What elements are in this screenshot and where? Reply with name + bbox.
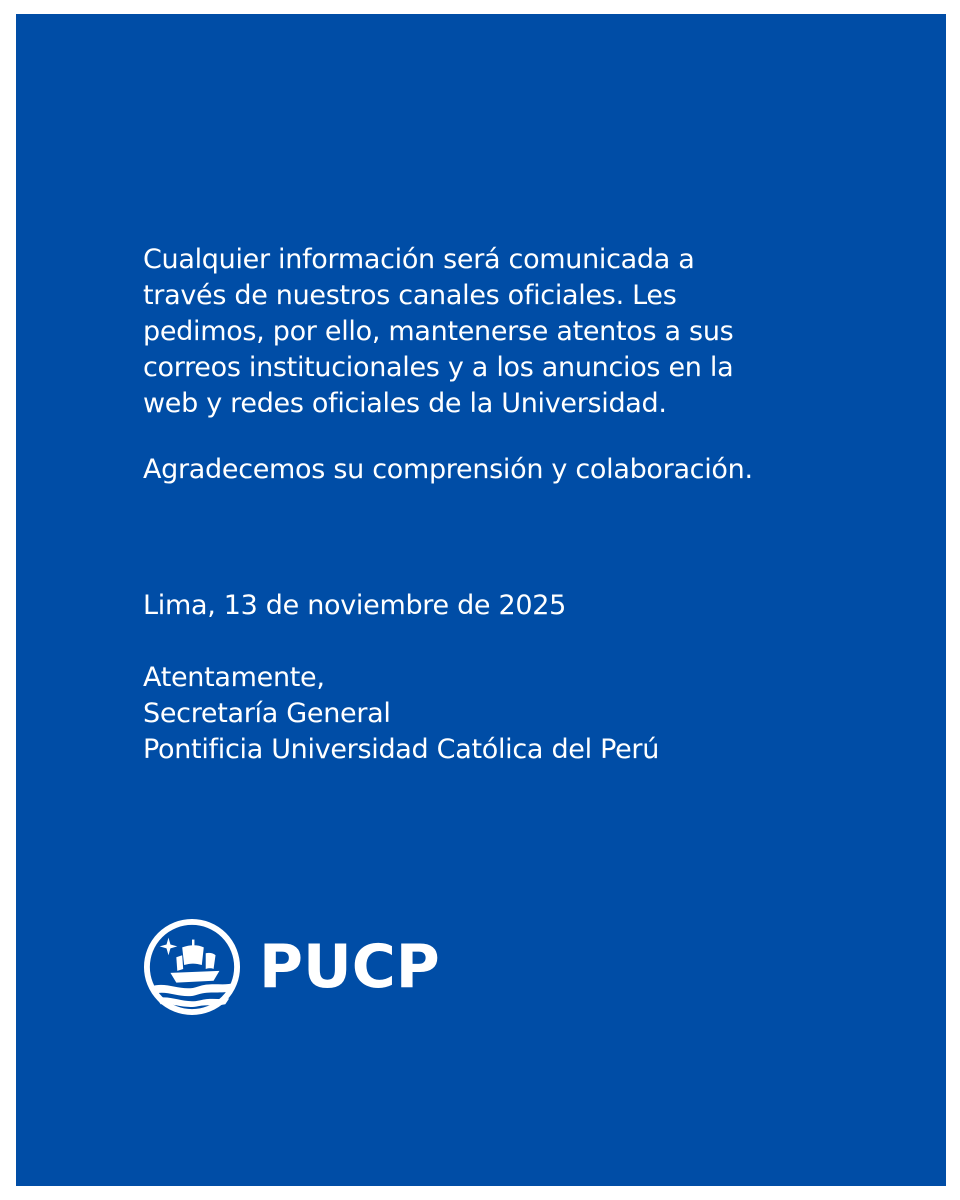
thanks-line [143, 452, 863, 488]
thanks-text: Agradecemos su comprensión y colaboración. [143, 454, 753, 485]
notice-panel [16, 14, 946, 1186]
notice-body-paragraph [143, 242, 863, 422]
date-text: Lima, 13 de noviembre de 2025 [143, 590, 567, 621]
body-line: Cualquier información será comunicada a [143, 244, 695, 275]
pucp-wordmark: PUCP [259, 932, 440, 1002]
signatory-text: Secretaría General [143, 698, 391, 729]
institution-text: Pontificia Universidad Católica del Perú [143, 734, 660, 765]
body-line: través de nuestros canales oficiales. Les [143, 280, 677, 311]
pucp-logo [143, 912, 440, 1022]
body-line: correos institucionales y a los anuncios en la [143, 352, 734, 383]
body-line: web y redes oficiales de la Universidad. [143, 388, 667, 419]
closing-text: Atentamente, [143, 662, 325, 693]
signature-block [143, 660, 863, 768]
date-line [143, 588, 863, 624]
ship-star-emblem-icon [143, 918, 241, 1016]
body-line: pedimos, por ello, mantenerse atentos a sus [143, 316, 734, 347]
